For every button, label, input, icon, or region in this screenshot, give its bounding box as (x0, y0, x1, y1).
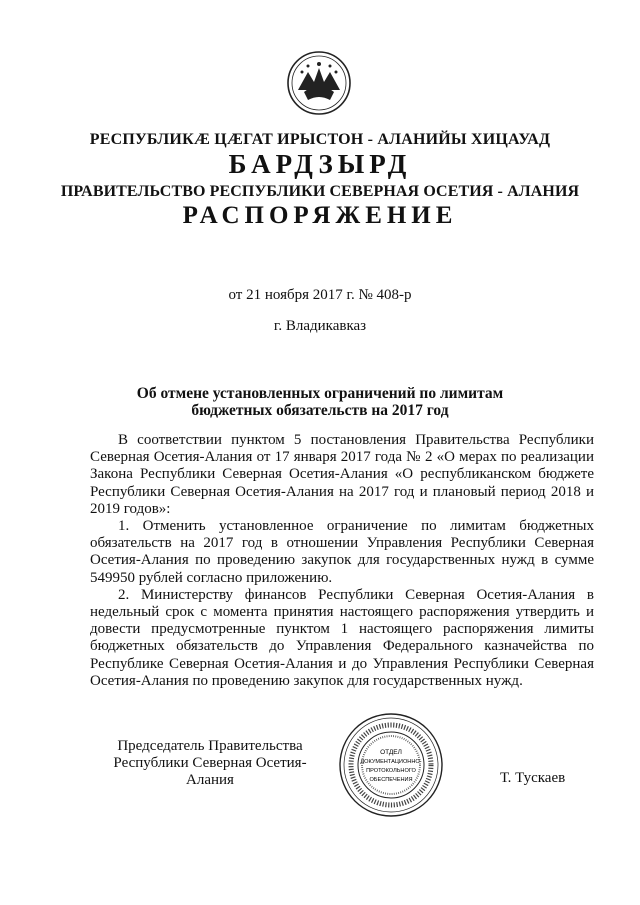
stamp-line-1: ОТДЕЛ (380, 749, 402, 756)
republic-name-russian: ПРАВИТЕЛЬСТВО РЕСПУБЛИКИ СЕВЕРНАЯ ОСЕТИЯ - АЛАНИЯ (60, 183, 580, 200)
doc-type-ossetian: БАРДЗЫРД (228, 149, 412, 179)
document-date-number: от 21 ноября 2017 г. № 408-р (228, 287, 412, 303)
title-line-2: бюджетных обязательств на 2017 год (191, 402, 449, 419)
paragraph-preamble: В соответствии пунктом 5 постановления Правительства Республики Северная Осетия-Алания от 17 января 2017 года № 2 «О мерах по реализации Закона Республики Северная Осетия-Алания «О республиканском бюджете Республики Северная Осетия-Алания на 2017 год и плановый период 2018 и 2019 годов»: (90, 432, 594, 517)
document-city: г. Владикавказ (273, 318, 367, 334)
signatory-title-line-1: Председатель Правительства (117, 738, 303, 754)
doc-type-russian: РАСПОРЯЖЕНИЕ (182, 202, 458, 229)
coat-of-arms-icon (286, 50, 352, 116)
stamp-line-4: ОБЕСПЕЧЕНИЯ (369, 777, 413, 783)
stamp-line-3: ПРОТОКОЛЬНОГО (366, 768, 416, 774)
document-title (0, 385, 640, 419)
paragraph-item-2: 2. Министерству финансов Республики Северная Осетия-Алания в недельный срок с момента принятия настоящего распоряжения утвердить и довести предусмотренные пунктом 1 настоящего распоряжения лимиты бюджетных обязательств до Управления Федерального казначейства по Республике Северная Осетия-Алания и до Управления Республики Северная Осетия-Алания по проведению закупок для государственных нужд. (90, 586, 594, 689)
title-line-1: Об отмене установленных ограничений по лимитам (136, 385, 504, 402)
signatory-title (90, 738, 330, 789)
signatory-title-line-2: Республики Северная Осетия-Алания (113, 755, 307, 788)
stamp-line-2: ДОКУМЕНТАЦИОННО- (360, 759, 422, 765)
document-body (90, 432, 594, 690)
paragraph-item-1: 1. Отменить установленное ограничение по лимитам бюджетных обязательств на 2017 год в отношении Управления Республики Северная Осетия-Алания по проведению закупок для государственных нужд в сумме 549950 рублей согласно приложению. (90, 518, 594, 586)
signatory-name: Т. Тускаев (500, 770, 566, 786)
official-stamp-icon (338, 712, 444, 818)
republic-name-ossetian: РЕСПУБЛИКÆ ЦÆГАТ ИРЫСТОН - АЛАНИЙЫ ХИЦАУАД (89, 131, 551, 148)
